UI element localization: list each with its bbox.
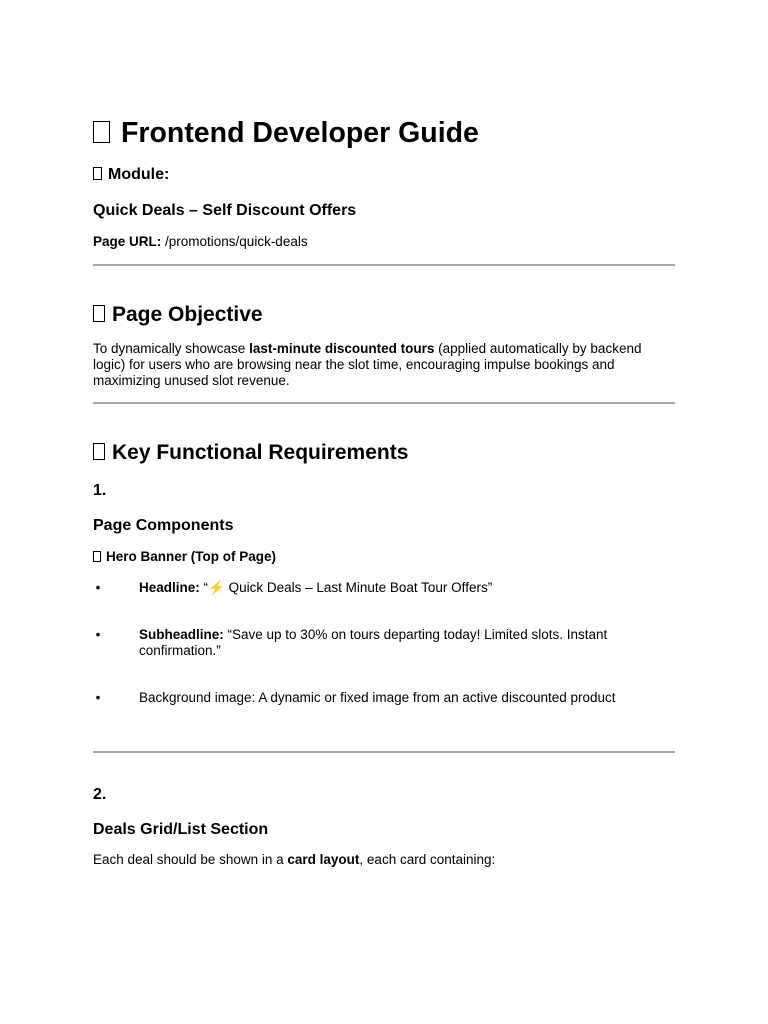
bullet-icon: •	[95, 580, 101, 595]
list-item	[95, 580, 657, 596]
objective-paragraph	[93, 341, 675, 389]
list-item-text	[117, 627, 657, 659]
hero-banner-heading	[93, 548, 276, 566]
missing-glyph-icon	[93, 443, 105, 460]
missing-glyph-icon	[93, 305, 105, 322]
objective-text-bold: last-minute discounted tours	[249, 341, 435, 356]
objective-text-post: (applied automatically by backend logic) for users who are browsing near the slot time, encouraging impulse bookings and maximizing unused slot revenue.	[93, 341, 642, 388]
objective-heading-text: Page Objective	[112, 303, 263, 326]
bullet-icon: •	[95, 627, 101, 642]
list-item	[95, 690, 657, 706]
list-item-value: “⚡ Quick Deals – Last Minute Boat Tour Offers”	[199, 580, 493, 595]
requirements-heading-text: Key Functional Requirements	[112, 441, 409, 464]
deals-text-post: , each card containing:	[359, 852, 496, 867]
requirements-heading	[93, 440, 408, 466]
page-url-line	[93, 234, 675, 250]
list-item-value: Background image: A dynamic or fixed image from an active discounted product	[139, 690, 616, 705]
module-label-text: Module:	[108, 166, 170, 183]
document-title-text: Frontend Developer Guide	[121, 117, 479, 149]
deals-text-pre: Each deal should be shown in a	[93, 852, 288, 867]
module-name: Quick Deals – Self Discount Offers	[93, 202, 357, 219]
section-number: 2.	[93, 786, 107, 803]
document-title	[93, 115, 479, 151]
page-url-value: /promotions/quick-deals	[161, 234, 308, 249]
deals-paragraph	[93, 852, 675, 868]
deals-text-bold: card layout	[287, 852, 360, 867]
list-item-text	[117, 690, 657, 706]
section-title: Page Components	[93, 517, 234, 534]
objective-heading	[93, 302, 263, 328]
bullet-icon: •	[95, 690, 101, 705]
missing-glyph-icon	[93, 551, 101, 562]
list-item-label: Headline:	[139, 580, 200, 595]
list-item	[95, 627, 657, 659]
module-label	[93, 165, 169, 185]
divider	[93, 402, 675, 404]
list-item-label: Subheadline:	[139, 627, 224, 642]
section-title: Deals Grid/List Section	[93, 821, 269, 838]
divider	[93, 264, 675, 266]
page-url-label: Page URL:	[93, 234, 162, 249]
list-item-text	[117, 580, 657, 596]
missing-glyph-icon	[93, 167, 102, 180]
objective-text-pre: To dynamically showcase	[93, 341, 250, 356]
section-number: 1.	[93, 482, 107, 499]
list-item-value: “Save up to 30% on tours departing today! Limited slots. Instant confirmation.”	[139, 627, 608, 658]
divider	[93, 751, 675, 753]
hero-banner-heading-text: Hero Banner (Top of Page)	[106, 549, 277, 564]
missing-glyph-icon	[93, 121, 110, 143]
